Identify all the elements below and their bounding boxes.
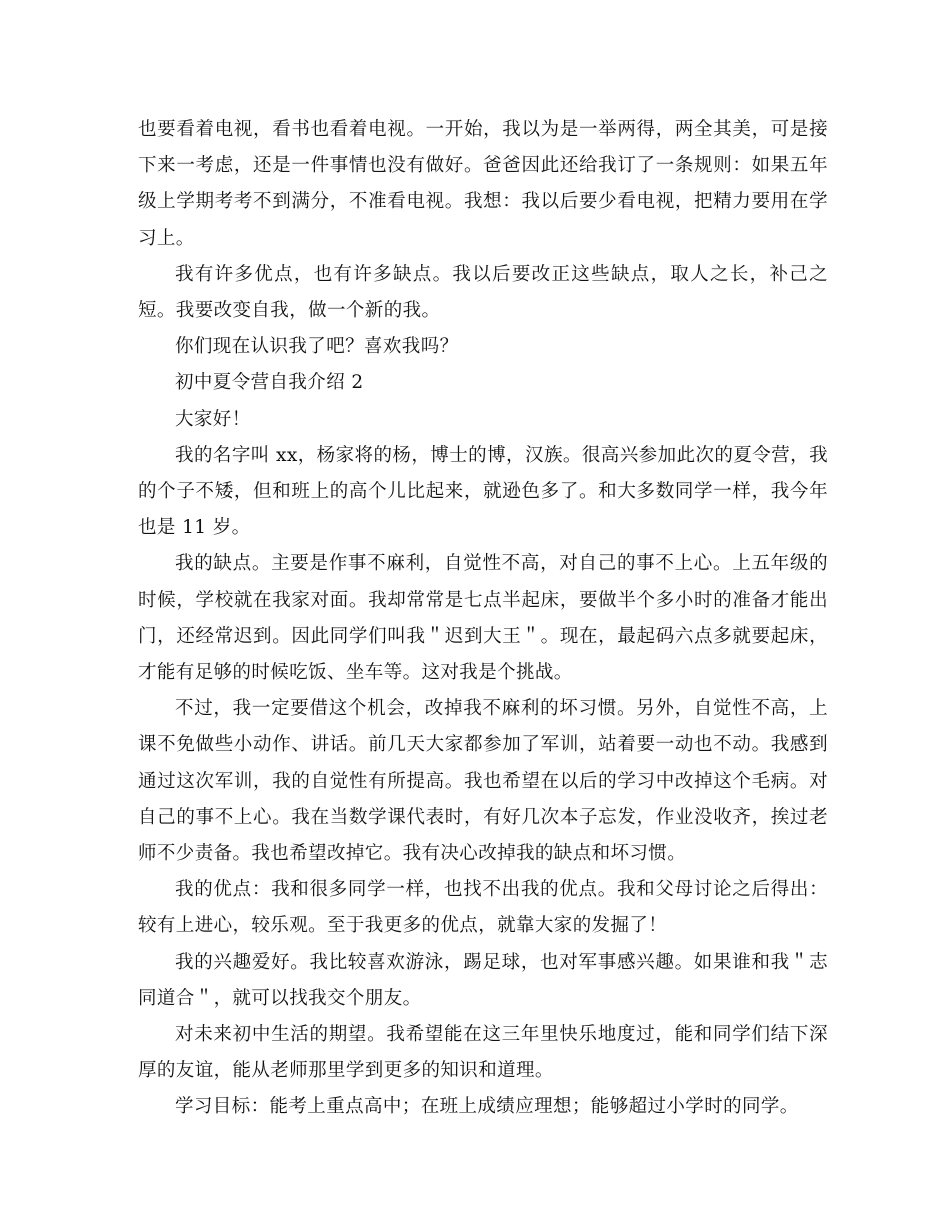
paragraph-improvement: 不过，我一定要借这个机会，改掉我不麻利的坏习惯。另外，自觉性不高，上课不免做些小动作、讲话。前几天大家都参加了军训，站着要一动也不动。我感到通过这次军训，我的自觉性有所提高。我也希望在以后的学习中改掉这个毛病。对自己的事不上心。我在当数学课代表时，有好几次本子忘发，作业没收齐，挨过老师不少责备。我也希望改掉它。我有决心改掉我的缺点和坏习惯。 (138, 698, 828, 865)
document-page (138, 112, 828, 1126)
greeting: 大家好！ (175, 408, 251, 430)
paragraph-weaknesses: 我的缺点。主要是作事不麻利，自觉性不高，对自己的事不上心。上五年级的时候，学校就在我家对面。我却常常是七点半起床，要做半个多小时的准备才能出门，还经常迟到。因此同学们叫我＂迟到大王＂。现在，最起码六点多就要起床，才能有足够的时候吃饭、坐车等。这对我是个挑战。 (138, 553, 828, 684)
paragraph-strengths-weaknesses: 我有许多优点，也有许多缺点。我以后要改正这些缺点，取人之长，补己之短。我要改变自我，做一个新的我。 (138, 263, 828, 322)
section-heading: 初中夏令营自我介绍 2 (175, 372, 364, 394)
paragraph-name: 我的名字叫 xx，杨家将的杨，博士的博，汉族。很高兴参加此次的夏令营，我的个子不矮，但和班上的高个儿比起来，就逊色多了。和大多数同学一样，我今年也是 11 岁。 (138, 444, 828, 539)
paragraph-continued: 也要看着电视，看书也看着电视。一开始，我以为是一举两得，两全其美，可是接下来一考虑，还是一件事情也没有做好。爸爸因此还给我订了一条规则：如果五年级上学期考考不到满分，不准看电视。我想：我以后要少看电视，把精力要用在学习上。 (138, 119, 828, 249)
paragraph-hobbies: 我的兴趣爱好。我比较喜欢游泳，踢足球，也对军事感兴趣。如果谁和我＂志同道合＂，就可以找我交个朋友。 (138, 951, 828, 1009)
paragraph-expectations: 对未来初中生活的期望。我希望能在这三年里快乐地度过，能和同学们结下深厚的友谊，能从老师那里学到更多的知识和道理。 (138, 1024, 828, 1082)
paragraph-question: 你们现在认识我了吧？喜欢我吗？ (175, 336, 459, 358)
paragraph-goals: 学习目标：能考上重点高中；在班上成绩应理想；能够超过小学时的同学。 (175, 1096, 799, 1118)
paragraph-strengths: 我的优点：我和很多同学一样，也找不出我的优点。我和父母讨论之后得出：较有上进心，较乐观。至于我更多的优点，就靠大家的发掘了！ (138, 879, 828, 937)
